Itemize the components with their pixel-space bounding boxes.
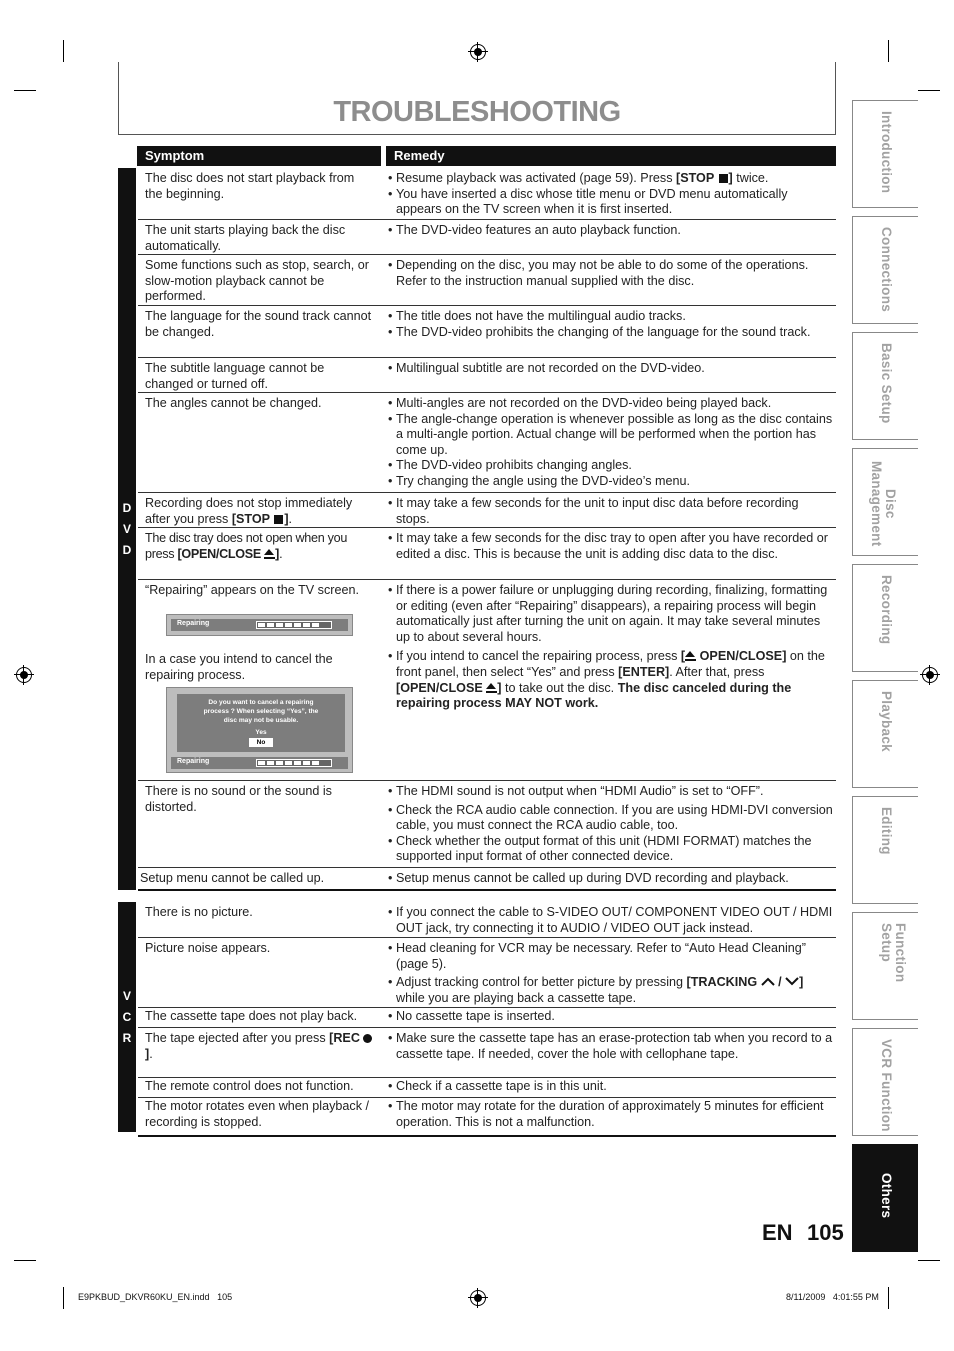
remedy-item: • You have inserted a disc whose title menu or DVD menu automatically appears on the TV screen when it is first inserted. xyxy=(388,187,834,218)
remedy-item: • Multi-angles are not recorded on the DVD-video being played back. xyxy=(388,396,834,412)
crop-mark xyxy=(63,40,64,62)
title-frame xyxy=(118,62,836,135)
section-dvd-sidebar-ext xyxy=(118,866,136,890)
crop-mark xyxy=(888,40,889,62)
symptom-text: The cassette tape does not play back. xyxy=(145,1009,358,1023)
remedy-item: • Multilingual subtitle are not recorded on the DVD-video. xyxy=(388,361,834,377)
table-row xyxy=(138,938,836,1008)
remedy-cell xyxy=(388,171,834,218)
symptom-text: The tape ejected after you press [REC ]. xyxy=(145,1031,375,1062)
table-row xyxy=(138,1028,836,1078)
symptom-text: “Repairing” appears on the TV screen. xyxy=(145,583,359,597)
symptom-text: The motor rotates even when playback / recording is stopped. xyxy=(145,1099,370,1129)
symptom-text: The angles cannot be changed. xyxy=(145,396,322,410)
table-row xyxy=(138,1098,836,1137)
remedy-item: • The title does not have the multilingual audio tracks. xyxy=(388,309,834,325)
remedy-item: • The motor may rotate for the duration of approximately 5 minutes for efficient operation. This is not a malfunction. xyxy=(388,1099,834,1130)
section-vcr-sidebar xyxy=(118,902,136,1132)
dialog-yes-option: Yes xyxy=(255,729,267,736)
table-row xyxy=(138,902,836,938)
header-remedy: Remedy xyxy=(386,146,836,166)
remedy-item: • It may take a few seconds for the unit to input disc data before recording stops. xyxy=(388,496,834,527)
crop-mark xyxy=(918,90,940,91)
tab-basic-setup[interactable]: Basic Setup xyxy=(852,332,918,440)
crop-mark xyxy=(63,1287,64,1309)
remedy-item: • If you connect the cable to S-VIDEO OUT/ COMPONENT VIDEO OUT / HDMI OUT jack, try connecting it to AUDIO / VIDEO OUT jack instead. xyxy=(388,905,834,936)
repairing-screen-image: Repairing xyxy=(166,614,353,636)
crop-mark xyxy=(14,1260,36,1261)
table-row xyxy=(138,1078,836,1098)
symptom-text: Some functions such as stop, search, or slow-motion playback cannot be performed. xyxy=(145,258,370,304)
remedy-item: • Check whether the output format of this unit (HDMI FORMAT) matches the supported input format of other connected device. xyxy=(388,834,834,865)
footer-date: 8/11/2009 4:01:55 PM xyxy=(786,1292,879,1302)
section-dvd-sidebar xyxy=(118,168,136,890)
table-row xyxy=(138,393,836,493)
section-dvd-label: D V D xyxy=(122,501,132,557)
tab-recording[interactable]: Recording xyxy=(852,564,918,672)
crop-mark xyxy=(14,90,36,91)
table-row xyxy=(138,528,836,580)
remedy-item: • If there is a power failure or unplugging during recording, finalizing, formatting or editing (even after “Repairing” disappears), a repairing process will begin automatically just after turning the unit on again. It may take several minutes up to about several hours. xyxy=(388,583,834,645)
table-row xyxy=(138,306,836,358)
repairing-progress-bar xyxy=(256,621,332,629)
registration-mark-icon xyxy=(16,667,32,683)
remedy-item: • The HDMI sound is not output when “HDMI Audio” is set to “OFF”. xyxy=(388,784,834,800)
remedy-item: • The DVD-video prohibits changing angles. xyxy=(388,458,834,474)
crop-mark xyxy=(918,1260,940,1261)
remedy-item: • Adjust tracking control for better picture by pressing [TRACKING / ] while you are playing back a cassette tape. xyxy=(388,975,834,1006)
remedy-item: • Make sure the cassette tape has an erase-protection tab when you record to a cassette tape. If needed, cover the hole with cellophane tape. xyxy=(388,1031,834,1062)
table-row xyxy=(138,168,836,220)
tab-disc-management[interactable]: Disc Management xyxy=(852,448,918,556)
footer-file: E9PKBUD_DKVR60KU_EN.indd 105 xyxy=(78,1292,233,1302)
symptom-text: The language for the sound track cannot be changed. xyxy=(145,309,372,339)
remedy-item: • The DVD-video prohibits the changing of the language for the sound track. xyxy=(388,325,834,341)
cancel-repair-dialog-image: Do you want to cancel a repairing process ? When selecting “Yes”, the disc may not be usable. Yes No Repairing xyxy=(166,687,353,773)
remedy-item: • Head cleaning for VCR may be necessary. Refer to “Auto Head Cleaning” (page 5). xyxy=(388,941,834,972)
table-row xyxy=(138,220,836,255)
section-vcr-label: V C R xyxy=(122,989,132,1045)
table-row xyxy=(138,358,836,393)
remedy-item: • Check the RCA audio cable connection. If you are using HDMI-DVI conversion cable, you must connect the RCA audio cable, too. xyxy=(388,803,834,834)
symptom-text: The unit starts playing back the disc automatically. xyxy=(145,223,346,253)
remedy-item: • The DVD-video features an auto playback function. xyxy=(388,223,834,239)
symptom-text: The subtitle language cannot be changed or turned off. xyxy=(145,361,325,391)
page-language: EN xyxy=(762,1220,793,1245)
table-row xyxy=(138,868,836,891)
tab-vcr-function[interactable]: VCR Function xyxy=(852,1028,918,1136)
symptom-text: Setup menu cannot be called up. xyxy=(140,871,325,885)
page-number: 105 xyxy=(807,1220,844,1245)
dialog-no-option: No xyxy=(249,738,273,747)
remedy-item: • Try changing the angle using the DVD-video’s menu. xyxy=(388,474,834,490)
remedy-item: • The angle-change operation is whenever possible as long as the disc contains a multi-angle portion. Actual change will be performed when the portion has come up. xyxy=(388,412,834,459)
symptom-text: There is no sound or the sound is distorted. xyxy=(145,784,332,814)
table-row xyxy=(138,493,836,528)
symptom-text: The disc tray does not open when you press [OPEN/CLOSE ]. xyxy=(145,531,348,561)
registration-mark-icon xyxy=(470,44,486,60)
symptom-text: Picture noise appears. xyxy=(145,941,271,955)
header-symptom: Symptom xyxy=(137,146,381,166)
symptom-text-2: In a case you intend to cancel the repairing process. xyxy=(145,652,333,682)
table-row xyxy=(138,580,836,781)
remedy-item: • Depending on the disc, you may not be able to do some of the operations. Refer to the instruction manual supplied with the disc. xyxy=(388,258,834,289)
symptom-text: The disc does not start playback from the beginning. xyxy=(145,171,355,201)
tab-connections[interactable]: Connections xyxy=(852,216,918,324)
table-row xyxy=(138,781,836,868)
table-row xyxy=(138,1008,836,1028)
crop-mark xyxy=(888,1287,889,1309)
symptom-text: The remote control does not function. xyxy=(145,1079,354,1093)
registration-mark-icon xyxy=(470,1290,486,1306)
tab-editing[interactable]: Editing xyxy=(852,796,918,904)
remedy-item: • Check if a cassette tape is in this unit. xyxy=(388,1079,834,1095)
page-title: TROUBLESHOOTING xyxy=(333,96,621,128)
tab-function-setup[interactable]: Function Setup xyxy=(852,912,918,1020)
remedy-item: • It may take a few seconds for the disc tray to open after you have recorded or edited a disc. This is because the unit is adding disc data to the disc. xyxy=(388,531,834,562)
symptom-text: Recording does not stop immediately after you press [STOP ]. xyxy=(145,496,353,526)
remedy-item: • No cassette tape is inserted. xyxy=(388,1009,834,1025)
tab-others[interactable]: Others xyxy=(852,1144,918,1252)
remedy-item: • Resume playback was activated (page 59). Press [STOP ] twice. xyxy=(388,171,834,187)
dialog-question: Do you want to cancel a repairing process ? When selecting “Yes”, the disc may not be usable. xyxy=(203,699,319,724)
remedy-item: • If you intend to cancel the repairing process, press [ OPEN/CLOSE] on the front panel, then select “Yes” and press [ENTER]. After that, press [OPEN/CLOSE ] to take out the disc. The disc canceled during the repairing process MAY NOT work. xyxy=(388,649,834,711)
remedy-item: • Setup menus cannot be called up during DVD recording and playback. xyxy=(388,871,834,887)
tab-introduction[interactable]: Introduction xyxy=(852,100,918,208)
table-row xyxy=(138,255,836,306)
tab-playback[interactable]: Playback xyxy=(852,680,918,788)
registration-mark-icon xyxy=(922,667,938,683)
symptom-text: There is no picture. xyxy=(145,905,253,919)
